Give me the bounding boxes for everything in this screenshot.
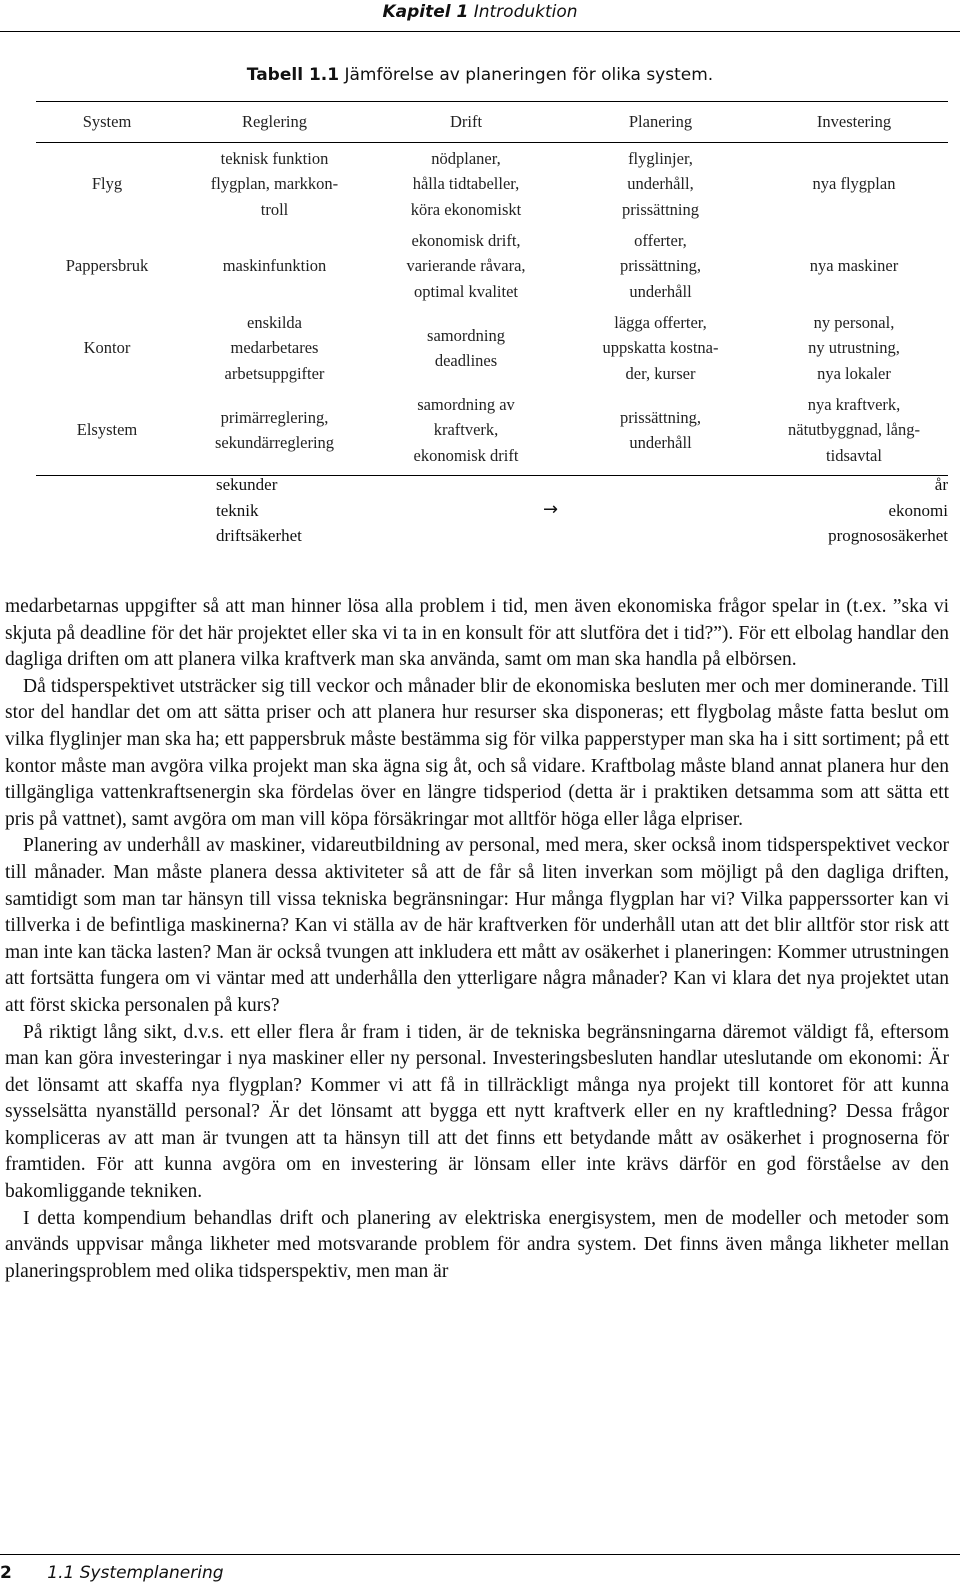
- table-cell: nya maskiner: [809, 256, 899, 276]
- paragraph: Planering av underhåll av maskiner, vidareutbildning av personal, med mera, sker också inom tidsperspektivet veckor till månader. Man måste planera dessa aktiviteter så att de får så liten inverkan som möjligt på den dagliga driften, samtidigt som man tar hänsyn till vissa tekniska begränsningar: Hur många flygplan har vi? Vilka papperssorter kan vi tillverka i de befintliga maskinerna? Kan vi ställa av de här kraftverken för underhåll utan att det blir alltför stor risk att man inte kan täcka lasten? Man är också tvungen att inkludera ett mått av osäkerhet i planeringen: Kommer utrustningen att fortsätta fungera om vi väntar med att underhålla den ytterligare några månader? Kan vi klara det nya projektet utan att först skicka personalen på kurs?: [5, 835, 949, 1016]
- table-row: [36, 143, 948, 225]
- paragraph: medarbetarnas uppgifter så att man hinner lösa alla problem i tid, men även ekonomiska frågor spelar in (t.ex. ”ska vi skjuta på deadline för det här projektet eller ska vi ta in en konsult för att slutföra det i tid?”). För ett elbolag handlar den dagliga driften om att planera vilka kraftverk man ska använda, samt om man ska handla på elbörsen.: [5, 596, 949, 671]
- table-cell: prissättning, underhåll: [619, 407, 702, 452]
- table-cell: teknisk funktion flygplan, markkon- troll: [210, 148, 339, 219]
- running-header: [0, 0, 960, 30]
- chapter-label: Kapitel 1: [382, 2, 469, 22]
- comparison-table: [36, 101, 948, 476]
- table-cell: flyglinjer, underhåll, prissättning: [622, 148, 699, 219]
- table-cell: nya kraftverk, nätutbyggnad, lång- tidsavtal: [788, 394, 920, 465]
- timescale-long-label: år ekonomi prognososäkerhet: [828, 475, 948, 545]
- table-row: [36, 225, 948, 307]
- column-header: Drift: [449, 112, 483, 132]
- table-caption-text: Jämförelse av planeringen för olika system.: [344, 65, 714, 85]
- table-cell: ekonomisk drift, varierande råvara, optimal kvalitet: [406, 230, 526, 301]
- column-header: Reglering: [241, 112, 308, 132]
- table-cell: ny personal, ny utrustning, nya lokaler: [808, 312, 900, 383]
- table-cell: primärreglering, sekundärreglering: [214, 407, 335, 452]
- table-cell: samordning av kraftverk, ekonomisk drift: [413, 394, 519, 465]
- table-cell: samordning deadlines: [427, 325, 505, 370]
- column-header: Planering: [628, 112, 693, 132]
- table-cell: Flyg: [91, 174, 123, 194]
- body-text: [5, 594, 949, 1285]
- header-rule: [0, 31, 960, 32]
- table-cell: nya flygplan: [812, 174, 896, 194]
- section-title: 1.1 Systemplanering: [47, 1563, 224, 1583]
- column-header: Investering: [816, 112, 892, 132]
- table-row: [36, 307, 948, 389]
- table-cell: enskilda medarbetares arbetsuppgifter: [224, 312, 325, 383]
- table-cell: lägga offerter, uppskatta kostna- der, kurser: [602, 312, 719, 383]
- table-caption: [0, 63, 960, 87]
- page-number: 2: [0, 1563, 12, 1583]
- running-footer: [0, 1562, 224, 1584]
- timescale-arrow-icon: →: [543, 499, 559, 520]
- footer-rule: [0, 1554, 960, 1555]
- timescale-short-label: sekunder teknik driftsäkerhet: [216, 475, 302, 545]
- table-body: [36, 142, 948, 476]
- table-cell: maskinfunktion: [222, 256, 327, 276]
- table-cell: nödplaner, hålla tidtabeller, köra ekonomiskt: [410, 148, 522, 219]
- table-row: [36, 389, 948, 471]
- table-cell: Elsystem: [76, 420, 138, 440]
- chapter-title: Introduktion: [473, 2, 578, 22]
- table-cell: Pappersbruk: [65, 256, 149, 276]
- paragraph: På riktigt lång sikt, d.v.s. ett eller flera år fram i tiden, är de tekniska begränsningarna däremot väldigt få, eftersom man kan göra investeringar i nya maskiner eller ny personal. Investeringsbesluten handlar uteslutande om ekonomi: Är det lönsamt att skaffa nya flygplan? Kommer vi att få in tillräckligt många nya projekt till kontoret för att kunna sysselsätta nyanställd personal? Är det lönsamt att bygga ett nytt kraftverk eller en ny kraftledning? Dessa frågor kompliceras av att man är tvungen att ta hänsyn till att det finns ett betydande mått av osäkerhet i prognoserna för framtiden. För att kunna avgöra om en investering är lönsam eller inte krävs därför en god förståelse av den bakomliggande tekniken.: [5, 1021, 949, 1203]
- table-cell: Kontor: [83, 338, 131, 358]
- paragraph: Då tidsperspektivet utsträcker sig till veckor och månader blir de ekonomiska besluten mer och mer dominerande. Till stor del handlar det om att sätta priser och att planera hur resurser ska disponeras; ett flygbolag måste fatta beslut om vilka flyglinjer man ska ha; ett pappersbruk måste bestämma sig för vilka papperstyper man ska ha i sitt sortiment; på ett kontor måste man avgöra vilka projekt man ska ägna sig åt, och så vidare. Kraftbolag måste bland annat planera hur den tillgängliga vattenkraftsenergin ska fördelas över en längre tidsperiod (detta är i praktiken detsamma som att sätta ett pris på vattnet), samt avgöra om man vill köpa försäkringar mot alltför höga eller låga elpriser.: [5, 675, 949, 830]
- table-cell: offerter, prissättning, underhåll: [619, 230, 702, 301]
- table-caption-label: Tabell 1.1: [246, 65, 340, 85]
- paragraph: I detta kompendium behandlas drift och planering av elektriska energisystem, men de modeller och metoder som används uppvisar många likheter med motsvarande problem för andra system. Det finns även många likheter mellan planeringsproblem med olika tidsperspektiv, men man är: [5, 1207, 949, 1282]
- table-header-row: [36, 101, 948, 142]
- column-header: System: [82, 112, 132, 132]
